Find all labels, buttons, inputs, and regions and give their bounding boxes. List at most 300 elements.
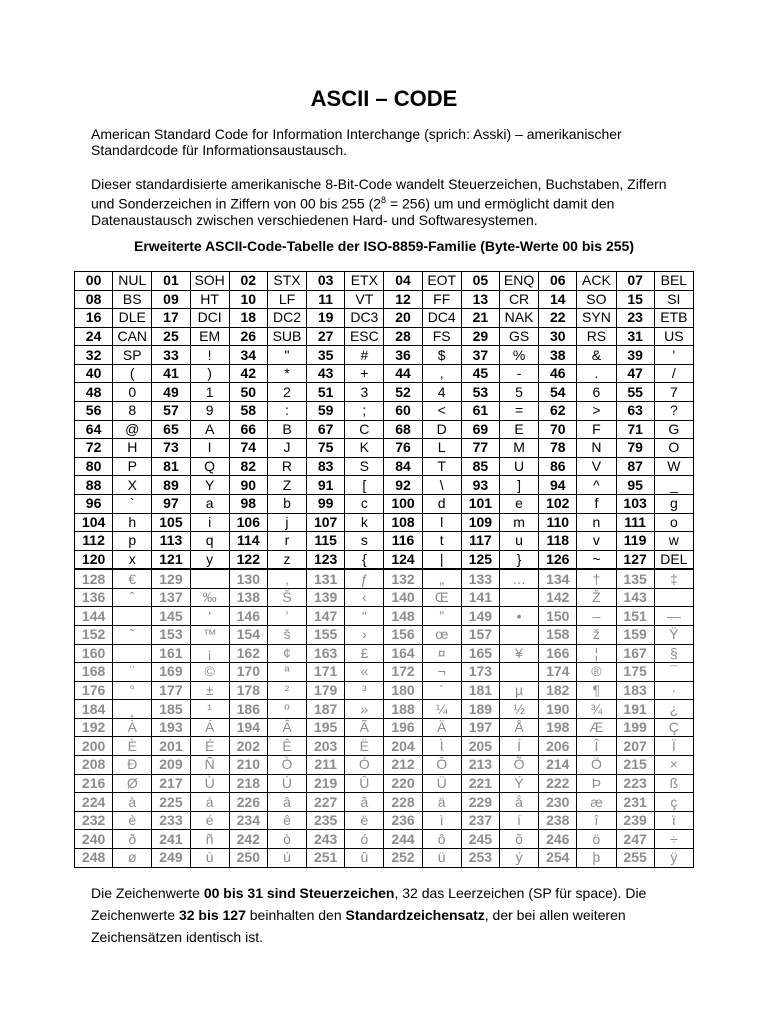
character-value: ‹ (345, 588, 384, 607)
code-value: 147 (307, 607, 345, 626)
character-value: ESC (345, 327, 384, 346)
code-value: 237 (461, 811, 499, 830)
code-value: 195 (307, 718, 345, 737)
character-value: BS (113, 290, 152, 309)
character-value: p (113, 532, 152, 551)
character-value: \ (422, 476, 461, 495)
table-row (75, 457, 694, 476)
code-value: 01 (152, 272, 190, 291)
character-value: ] (499, 476, 538, 495)
code-value: 50 (229, 383, 267, 402)
character-value: ‡ (654, 569, 693, 588)
character-value: : (267, 402, 306, 421)
code-value: 255 (616, 848, 654, 867)
character-value: & (577, 346, 616, 365)
footer-range: 32 bis 127 (178, 907, 246, 923)
character-value: ® (577, 663, 616, 682)
footer-paragraph (91, 882, 691, 948)
footer-part-7: , der bei allen weiteren Zeichensätzen identisch ist. (91, 907, 626, 945)
code-value: 105 (152, 513, 190, 532)
code-value: 102 (539, 494, 577, 513)
code-value: 110 (539, 513, 577, 532)
code-value: 131 (307, 569, 345, 588)
character-value: @ (113, 420, 152, 439)
character-value: ‰ (190, 588, 229, 607)
character-value: È (113, 737, 152, 756)
code-value: 29 (461, 327, 499, 346)
table-row (75, 774, 694, 793)
code-value: 33 (152, 346, 190, 365)
code-value: 75 (307, 439, 345, 458)
table-row (75, 494, 694, 513)
code-value: 233 (152, 811, 190, 830)
code-value: 246 (539, 830, 577, 849)
character-value: - (499, 364, 538, 383)
code-value: 215 (616, 756, 654, 775)
code-value: 145 (152, 607, 190, 626)
character-value: 2 (267, 383, 306, 402)
code-value: 87 (616, 457, 654, 476)
code-value: 231 (616, 793, 654, 812)
code-value: 153 (152, 626, 190, 645)
character-value: o (654, 513, 693, 532)
character-value (113, 607, 152, 626)
character-value: „ (422, 569, 461, 588)
character-value: Ž (577, 588, 616, 607)
character-value: Í (499, 737, 538, 756)
character-value: $ (422, 346, 461, 365)
character-value: ¾ (577, 700, 616, 719)
character-value: US (654, 327, 693, 346)
code-value: 245 (461, 830, 499, 849)
footer-control-chars: 00 bis 31 sind Steuerzeichen (203, 885, 395, 901)
code-value: 234 (229, 811, 267, 830)
table-row (75, 550, 694, 569)
character-value: R (267, 457, 306, 476)
code-value: 46 (539, 364, 577, 383)
character-value: è (113, 811, 152, 830)
code-value: 204 (384, 737, 422, 756)
character-value: 9 (190, 402, 229, 421)
character-value: ™ (190, 626, 229, 645)
character-value: ¸ (113, 700, 152, 719)
character-value: ¨ (113, 663, 152, 682)
code-value: 163 (307, 644, 345, 663)
code-value: 155 (307, 626, 345, 645)
code-value: 128 (75, 569, 113, 588)
character-value: r (267, 532, 306, 551)
code-value: 123 (307, 550, 345, 569)
code-value: 161 (152, 644, 190, 663)
code-value: 208 (75, 756, 113, 775)
code-value: 107 (307, 513, 345, 532)
description-line-3: Datenaustausch zwischen verschiedenen Hard- und Softwaresystemen. (91, 211, 538, 228)
code-value: 114 (229, 532, 267, 551)
character-value: SP (113, 346, 152, 365)
code-value: 10 (229, 290, 267, 309)
code-value: 244 (384, 830, 422, 849)
code-value: 32 (75, 346, 113, 365)
character-value: ª (267, 663, 306, 682)
code-value: 185 (152, 700, 190, 719)
footer-part-5: beinhalten den (245, 907, 346, 923)
character-value: ¦ (577, 644, 616, 663)
character-value: § (654, 644, 693, 663)
character-value: Ð (113, 756, 152, 775)
code-value: 65 (152, 420, 190, 439)
character-value: c (345, 494, 384, 513)
code-value: 175 (616, 663, 654, 682)
footer-part-1: Die Zeichenwerte (91, 885, 204, 901)
character-value: K (345, 439, 384, 458)
character-value: ACK (577, 272, 616, 291)
code-value: 59 (307, 402, 345, 421)
character-value: ñ (190, 830, 229, 849)
character-value: Æ (577, 718, 616, 737)
code-value: 168 (75, 663, 113, 682)
code-value: 252 (384, 848, 422, 867)
code-value: 180 (384, 681, 422, 700)
code-value: 15 (616, 290, 654, 309)
description-line-2-before: und Sonderzeichen in Ziffern von 00 bis 255 (2 (91, 195, 382, 212)
character-value: 3 (345, 383, 384, 402)
code-value: 130 (229, 569, 267, 588)
character-value: L (422, 439, 461, 458)
code-value: 84 (384, 457, 422, 476)
character-value: FF (422, 290, 461, 309)
character-value: ’ (267, 607, 306, 626)
character-value: DLE (113, 309, 152, 328)
character-value: n (577, 513, 616, 532)
character-value: , (422, 364, 461, 383)
code-value: 42 (229, 364, 267, 383)
code-value: 13 (461, 290, 499, 309)
character-value: SYN (577, 309, 616, 328)
code-value: 142 (539, 588, 577, 607)
code-value: 70 (539, 420, 577, 439)
character-value: SUB (267, 327, 306, 346)
code-value: 66 (229, 420, 267, 439)
code-value: 227 (307, 793, 345, 812)
character-value: k (345, 513, 384, 532)
character-value (113, 644, 152, 663)
character-value: ï (654, 811, 693, 830)
table-row (75, 848, 694, 867)
table-row (75, 346, 694, 365)
code-value: 108 (384, 513, 422, 532)
character-value: • (499, 607, 538, 626)
code-value: 38 (539, 346, 577, 365)
character-value: ý (499, 848, 538, 867)
character-value: ² (267, 681, 306, 700)
code-value: 60 (384, 402, 422, 421)
character-value: w (654, 532, 693, 551)
character-value: Å (499, 718, 538, 737)
character-value: 0 (113, 383, 152, 402)
character-value: ¼ (422, 700, 461, 719)
table-row (75, 383, 694, 402)
code-value: 198 (539, 718, 577, 737)
code-value: 157 (461, 626, 499, 645)
code-value: 89 (152, 476, 190, 495)
character-value: I (190, 439, 229, 458)
code-value: 106 (229, 513, 267, 532)
code-value: 109 (461, 513, 499, 532)
code-value: 165 (461, 644, 499, 663)
code-value: 224 (75, 793, 113, 812)
character-value (499, 663, 538, 682)
code-value: 08 (75, 290, 113, 309)
code-value: 119 (616, 532, 654, 551)
character-value: ç (654, 793, 693, 812)
code-value: 243 (307, 830, 345, 849)
character-value: = (499, 402, 538, 421)
character-value: Q (190, 457, 229, 476)
character-value: Ú (267, 774, 306, 793)
code-value: 47 (616, 364, 654, 383)
code-value: 174 (539, 663, 577, 682)
character-value: µ (499, 681, 538, 700)
character-value: Ÿ (654, 626, 693, 645)
code-value: 206 (539, 737, 577, 756)
character-value: 6 (577, 383, 616, 402)
character-value: { (345, 550, 384, 569)
code-value: 217 (152, 774, 190, 793)
code-value: 68 (384, 420, 422, 439)
ascii-table-body (75, 272, 694, 868)
character-value: ó (345, 830, 384, 849)
character-value: G (654, 420, 693, 439)
character-value: 4 (422, 383, 461, 402)
character-value: Ý (499, 774, 538, 793)
code-value: 111 (616, 513, 654, 532)
character-value: ; (345, 402, 384, 421)
character-value: í (499, 811, 538, 830)
table-row (75, 811, 694, 830)
character-value: Ç (654, 718, 693, 737)
character-value: q (190, 532, 229, 551)
code-value: 154 (229, 626, 267, 645)
code-value: 178 (229, 681, 267, 700)
table-row (75, 607, 694, 626)
character-value: ¹ (190, 700, 229, 719)
character-value: ¥ (499, 644, 538, 663)
character-value: À (113, 718, 152, 737)
character-value: ž (577, 626, 616, 645)
intro-line-1: American Standard Code for Information Interchange (sprich: Asski) – amerikanischer (91, 126, 622, 142)
character-value: ù (190, 848, 229, 867)
code-value: 28 (384, 327, 422, 346)
code-value: 37 (461, 346, 499, 365)
table-row (75, 681, 694, 700)
code-value: 53 (461, 383, 499, 402)
character-value: BEL (654, 272, 693, 291)
code-value: 186 (229, 700, 267, 719)
character-value: N (577, 439, 616, 458)
character-value: x (113, 550, 152, 569)
table-row (75, 402, 694, 421)
character-value: å (499, 793, 538, 812)
character-value: DC3 (345, 309, 384, 328)
code-value: 88 (75, 476, 113, 495)
code-value: 170 (229, 663, 267, 682)
character-value: E (499, 420, 538, 439)
character-value: × (654, 756, 693, 775)
character-value: ú (267, 848, 306, 867)
code-value: 09 (152, 290, 190, 309)
code-value: 120 (75, 550, 113, 569)
code-value: 17 (152, 309, 190, 328)
character-value: Y (190, 476, 229, 495)
character-value: Û (345, 774, 384, 793)
table-row (75, 290, 694, 309)
character-value: " (267, 346, 306, 365)
code-value: 140 (384, 588, 422, 607)
code-value: 133 (461, 569, 499, 588)
character-value: P (113, 457, 152, 476)
table-row (75, 626, 694, 645)
character-value (190, 569, 229, 588)
code-value: 139 (307, 588, 345, 607)
character-value: ETB (654, 309, 693, 328)
character-value: y (190, 550, 229, 569)
character-value: H (113, 439, 152, 458)
character-value: | (422, 550, 461, 569)
code-value: 126 (539, 550, 577, 569)
character-value: DCI (190, 309, 229, 328)
code-value: 100 (384, 494, 422, 513)
character-value: æ (577, 793, 616, 812)
character-value: Ò (267, 756, 306, 775)
character-value: ? (654, 402, 693, 421)
code-value: 229 (461, 793, 499, 812)
code-value: 179 (307, 681, 345, 700)
code-value: 80 (75, 457, 113, 476)
code-value: 218 (229, 774, 267, 793)
code-value: 39 (616, 346, 654, 365)
character-value: É (190, 737, 229, 756)
character-value: Ù (190, 774, 229, 793)
code-value: 214 (539, 756, 577, 775)
code-value: 187 (307, 700, 345, 719)
character-value (499, 588, 538, 607)
character-value: ENQ (499, 272, 538, 291)
code-value: 183 (616, 681, 654, 700)
character-value: [ (345, 476, 384, 495)
character-value: h (113, 513, 152, 532)
character-value: Ë (345, 737, 384, 756)
character-value: ö (577, 830, 616, 849)
character-value: › (345, 626, 384, 645)
code-value: 148 (384, 607, 422, 626)
character-value: € (113, 569, 152, 588)
code-value: 41 (152, 364, 190, 383)
code-value: 27 (307, 327, 345, 346)
code-value: 171 (307, 663, 345, 682)
code-value: 150 (539, 607, 577, 626)
character-value: CAN (113, 327, 152, 346)
character-value: f (577, 494, 616, 513)
character-value: Ö (577, 756, 616, 775)
table-row (75, 663, 694, 682)
character-value: ‚ (267, 569, 306, 588)
character-value: ˆ (113, 588, 152, 607)
code-value: 162 (229, 644, 267, 663)
character-value: · (654, 681, 693, 700)
character-value: ½ (499, 700, 538, 719)
character-value: Ê (267, 737, 306, 756)
character-value: î (577, 811, 616, 830)
code-value: 69 (461, 420, 499, 439)
code-value: 152 (75, 626, 113, 645)
character-value: † (577, 569, 616, 588)
code-value: 19 (307, 309, 345, 328)
code-value: 113 (152, 532, 190, 551)
code-value: 00 (75, 272, 113, 291)
code-value: 156 (384, 626, 422, 645)
intro-line-2: Standardcode für Informationsaustausch. (91, 142, 348, 158)
character-value: GS (499, 327, 538, 346)
code-value: 103 (616, 494, 654, 513)
code-value: 220 (384, 774, 422, 793)
character-value: ` (113, 494, 152, 513)
character-value: — (654, 607, 693, 626)
character-value: « (345, 663, 384, 682)
character-value: S (345, 457, 384, 476)
character-value: m (499, 513, 538, 532)
character-value: þ (577, 848, 616, 867)
code-value: 115 (307, 532, 345, 551)
code-value: 173 (461, 663, 499, 682)
character-value: Õ (499, 756, 538, 775)
character-value: á (190, 793, 229, 812)
code-value: 77 (461, 439, 499, 458)
code-value: 26 (229, 327, 267, 346)
description-line-1: Dieser standardisierte amerikanische 8-Bit-Code wandelt Steuerzeichen, Buchstaben, Ziffern (91, 176, 667, 192)
code-value: 83 (307, 457, 345, 476)
character-value: Á (190, 718, 229, 737)
code-value: 57 (152, 402, 190, 421)
character-value: õ (499, 830, 538, 849)
code-value: 189 (461, 700, 499, 719)
code-value: 91 (307, 476, 345, 495)
character-value: RS (577, 327, 616, 346)
table-row (75, 737, 694, 756)
character-value: ^ (577, 476, 616, 495)
character-value: 5 (499, 383, 538, 402)
character-value: D (422, 420, 461, 439)
code-value: 164 (384, 644, 422, 663)
character-value: Ø (113, 774, 152, 793)
table-row (75, 476, 694, 495)
character-value: X (113, 476, 152, 495)
intro-paragraph (91, 126, 691, 158)
code-value: 24 (75, 327, 113, 346)
table-row (75, 700, 694, 719)
code-value: 52 (384, 383, 422, 402)
character-value: ( (113, 364, 152, 383)
code-value: 55 (616, 383, 654, 402)
code-value: 45 (461, 364, 499, 383)
character-value: % (499, 346, 538, 365)
character-value: Ä (422, 718, 461, 737)
code-value: 36 (384, 346, 422, 365)
character-value: š (267, 626, 306, 645)
character-value: ü (422, 848, 461, 867)
code-value: 81 (152, 457, 190, 476)
code-value: 117 (461, 532, 499, 551)
character-value: Ô (422, 756, 461, 775)
